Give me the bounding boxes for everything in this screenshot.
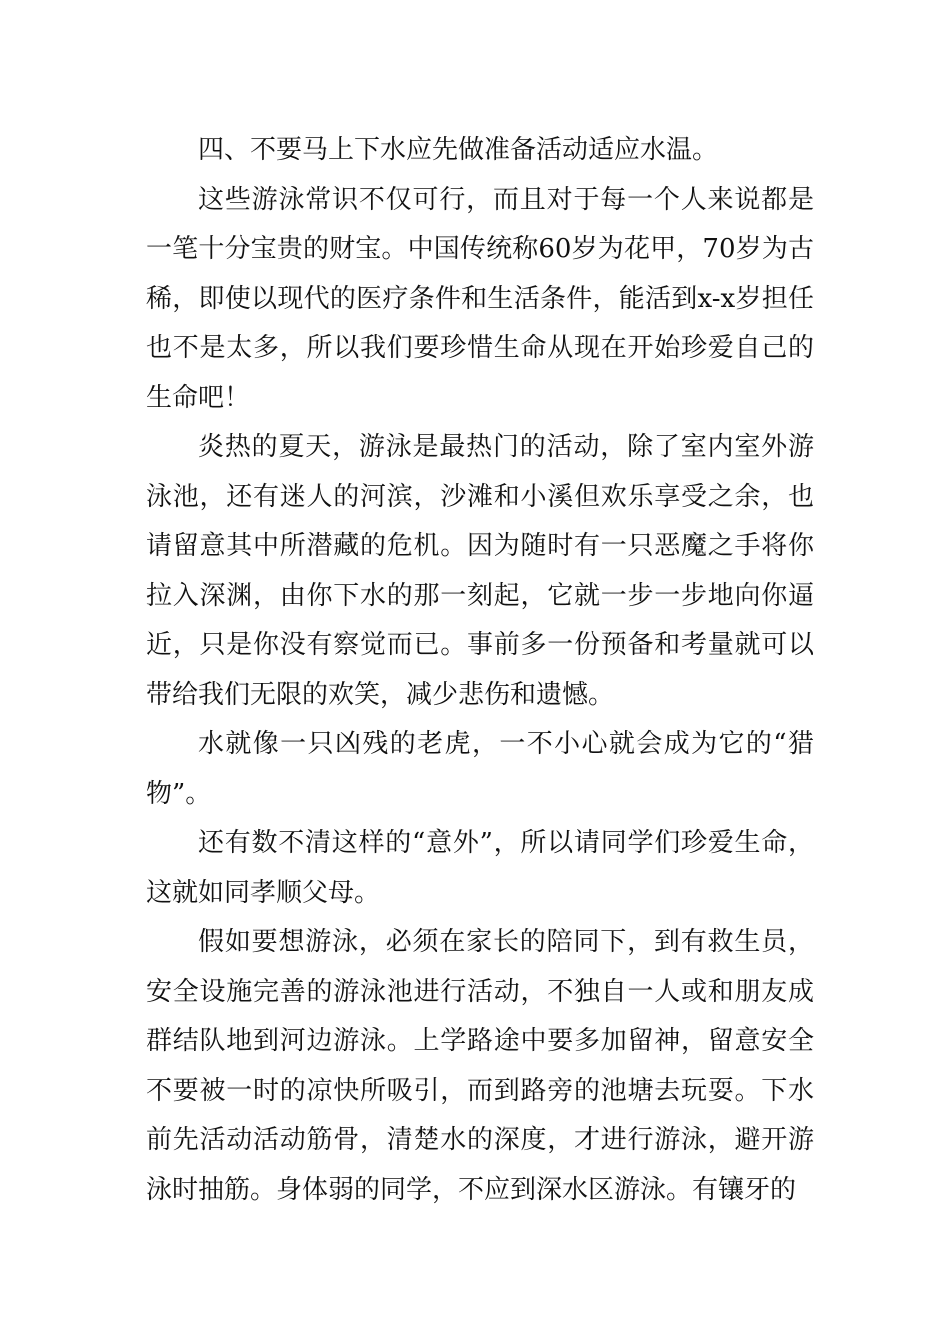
paragraph-4: 水就像一只凶残的老虎，一不小心就会成为它的“猎物”。 <box>146 729 814 809</box>
document-body <box>146 126 814 1215</box>
paragraph-5: 还有数不清这样的“意外”，所以请同学们珍爱生命，这就如同孝顺父母。 <box>146 828 814 908</box>
paragraph-1: 四、不要马上下水应先做准备活动适应水温。 <box>198 135 719 165</box>
paragraph-2: 这些游泳常识不仅可行，而且对于每一个人来说都是一笔十分宝贵的财宝。中国传统称60岁为花甲，70岁为古稀，即使以现代的医疗条件和生活条件，能活到x-x岁担任也不是太多，所以我们要珍惜生命从现在开始珍爱自己的生命吧！ <box>146 184 814 413</box>
paragraph-3: 炎热的夏天，游泳是最热门的活动，除了室内室外游泳池，还有迷人的河滨，沙滩和小溪但欢乐享受之余，也请留意其中所潜藏的危机。因为随时有一只恶魔之手将你拉入深渊，由你下水的那一刻起，它就一步一步地向你逼近，只是你没有察觉而已。事前多一份预备和考量就可以带给我们无限的欢笑，减少悲伤和遗憾。 <box>146 432 814 710</box>
paragraph-6: 假如要想游泳，必须在家长的陪同下，到有救生员，安全设施完善的游泳池进行活动，不独自一人或和朋友成群结队地到河边游泳。上学路途中要多加留神，留意安全不要被一时的凉快所吸引，而到路旁的池塘去玩耍。下水前先活动活动筋骨，清楚水的深度，才进行游泳，避开游泳时抽筋。身体弱的同学，不应到深水区游泳。有镶牙的 <box>146 927 814 1205</box>
